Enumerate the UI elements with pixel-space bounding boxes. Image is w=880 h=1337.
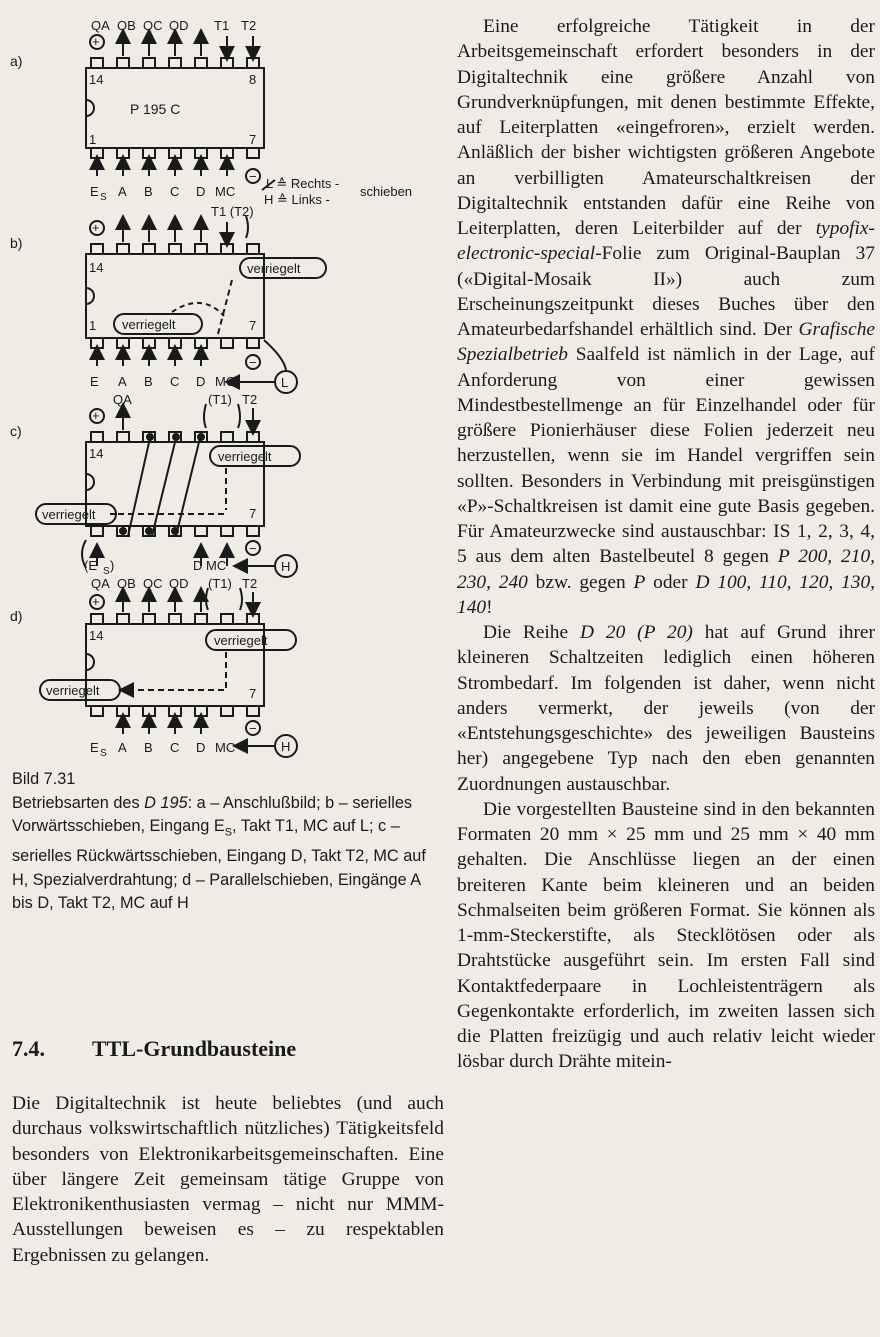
caption-sub: S [224, 826, 233, 839]
t1t2-label: T1 (T2) [211, 204, 254, 219]
plus-sign: + [92, 408, 100, 423]
pin-label: MC [215, 740, 236, 755]
text-run: -Folie zum Original-Bauplan 37 («Digital-Mosaik II») auch zum Erscheinungszeitpunkt dieses Buches über den Amateurbedarfshandel erhältlich sind. Der [457, 243, 875, 340]
pin-label: QB [117, 18, 136, 33]
minus-sign: − [249, 721, 257, 736]
pin-label: MC [215, 374, 236, 389]
text-run: Saalfeld ist nämlich in der Lage, auf Anforderung von einer gewissen Mindestbestellmenge an für Einzelhandel oder für größere Pionierhäuser diese Folien jederzeit neu herzustellen, wenn sie im Handel vergriffen sein sollten. Besonders in Verbindung mit preisgünstigen «P»-Schaltkreisen ist damit eine gute Basis gegeben. Für Amateurzwecke sind austauschbar: IS 1, 2, 3, 4, 5 aus dem alten Bastelbeutel 8 gegen [457, 344, 875, 568]
d-mc-label: D MC [193, 558, 227, 573]
verriegelt-tag: verriegelt [122, 317, 176, 332]
text-run: hat auf Grund ihrer kleineren Schaltzeiten lediglich einen höheren Strombedarf. Im folgenden ist daher, wenn nicht anders vermerkt, der jeweils (von der «Entstehungsgeschichte» des jeweiligen Bausteins her) angegebene Typ nach den eben genannten Zuordnungen austauschbar. [457, 622, 875, 795]
plus-sign: + [92, 34, 100, 49]
right-column [457, 14, 875, 1075]
verriegelt-tag: verriegelt [247, 261, 301, 276]
chip-label: P 195 C [130, 101, 181, 117]
pin-label: QD [169, 18, 189, 33]
pin-label: QC [143, 18, 163, 33]
ic-diagrams [0, 0, 450, 770]
legend-rechts: L ≙ Rechts - [266, 176, 340, 191]
pin-label: B [144, 184, 153, 199]
pin-label-sub: S [100, 192, 107, 203]
caption-text: , Takt T1, MC auf L; c – serielles Rückwärtsschieben, Eingang D, Takt T2, MC auf H, Spezialverdrahtung; d – Parallelschieben, Eingänge A bis D, Takt T2, MC auf H [12, 817, 426, 913]
text-run-italic: Grafische Spezialbetrieb [457, 319, 875, 366]
pin-label: E [90, 374, 99, 389]
qa-label: QA [113, 392, 132, 407]
legend-links: H ≙ Links - [264, 192, 330, 207]
L-circle-label: L [281, 375, 289, 390]
plus-sign: + [92, 594, 100, 609]
pin-number: 1 [89, 318, 97, 333]
pin-label: C [170, 184, 180, 199]
text-run: oder [645, 571, 696, 593]
pin-label: QC [143, 576, 163, 591]
text-run-italic: P [633, 571, 646, 593]
pin-label: QB [117, 576, 136, 591]
chip-b [86, 216, 326, 393]
text-run-italic: P 200, 210, 230, 240 [457, 546, 875, 593]
paragraph: Die Digitaltechnik ist heute beliebtes (und auch durchaus volkswirtschaftlich nützliches) Tätigkeitsfeld besonders von Elektronikarbeitsgemeinschaften. Eine über längere Zeit gemeinsam tätige Gruppe von Elektronikenthusiasten vermag – nicht nur MMM-Ausstellungen beweisen es – zu respektablen Ergebnissen zu gelangen. [12, 1093, 444, 1266]
pin-number: 14 [89, 72, 104, 87]
pin-label: E [90, 740, 99, 755]
pin-number: 8 [249, 72, 257, 87]
pin-number: 14 [89, 260, 104, 275]
minus-sign: − [249, 355, 257, 370]
pin-label: E [90, 184, 99, 199]
caption-text: : a – Anschlußbild; b – serielles Vorwärtsschieben, Eingang E [12, 793, 413, 836]
t2-label: T2 [242, 392, 258, 407]
pin-label: A [118, 374, 127, 389]
pin-label: A [118, 740, 127, 755]
figure-caption [12, 768, 444, 916]
pin-label: D [196, 740, 206, 755]
pin-label: B [144, 740, 153, 755]
text-run-italic: D 100, 110, 120, 130, 140 [457, 571, 875, 618]
t1-label: (T1) [208, 392, 232, 407]
pin-label: D [196, 374, 206, 389]
text-run-italic: D 20 (P 20) [580, 622, 693, 643]
pin-label: A [118, 184, 127, 199]
pin-label-sub: S [100, 748, 107, 759]
paragraph-3: Die vorgestellten Bausteine sind in den bekannten Formaten 20 mm × 25 mm und 25 mm × 40 mm gehalten. Die Anschlüsse liegen an der einen breiteren Kante beim kleineren und an beiden Schmalseiten beim größeren Format. Sie können als 1-mm-Steckerstifte, als Stecklötösen oder als Drahtstücke ausgeführt sein. Im ersten Fall sind Kontaktfederpaare in Lochleistenträgern als Gegenkontakte erforderlich, im zweiten lassen sich die Platten freizügig und auch relativ leicht wieder lösbar durch Drähte mitein- [457, 798, 875, 1073]
caption-title: Bild 7.31 [12, 770, 76, 788]
label-d: d) [10, 608, 23, 624]
paragraph-1 [457, 14, 875, 620]
pin-number: 7 [249, 318, 257, 333]
es-label-close: ) [110, 558, 115, 573]
legend-schieben: schieben [360, 184, 413, 199]
section-heading [12, 1036, 444, 1062]
pin-label: T2 [242, 576, 258, 591]
text-run-italic: typofix-electronic-special [457, 218, 875, 265]
plus-sign: + [92, 220, 100, 235]
text-run: bzw. gegen [527, 571, 634, 593]
pin-label: QA [91, 576, 110, 591]
pin-number: 14 [89, 446, 104, 461]
caption-text-italic: D 195 [144, 793, 188, 812]
chip-c [36, 404, 300, 577]
verriegelt-tag: verriegelt [218, 449, 272, 464]
label-a: a) [10, 53, 23, 69]
chip-d [40, 588, 297, 757]
label-c: c) [10, 423, 22, 439]
pin-label: B [144, 374, 153, 389]
minus-sign: − [249, 169, 257, 184]
pin-label: MC [215, 184, 236, 199]
caption-text: Betriebsarten des [12, 793, 145, 812]
text-run: ! [486, 596, 493, 618]
minus-sign: − [249, 541, 257, 556]
verriegelt-tag: verriegelt [214, 633, 268, 648]
chip-a [86, 35, 275, 190]
section-number: 7.4. [12, 1036, 45, 1061]
pin-label: C [170, 374, 180, 389]
pin-label: T2 [241, 18, 257, 33]
pin-label: (T1) [208, 576, 232, 591]
verriegelt-tag: verriegelt [42, 507, 96, 522]
es-label-sub: S [103, 566, 110, 577]
figure-7-31 [0, 0, 450, 770]
pin-label: D [196, 184, 206, 199]
pin-number: 7 [249, 132, 257, 147]
H-circle-label: H [281, 559, 291, 574]
pin-number: 14 [89, 628, 104, 643]
pin-label: C [170, 740, 180, 755]
es-label: (E [84, 558, 97, 573]
H-circle-label: H [281, 739, 291, 754]
text-run: Eine erfolgreiche Tätigkeit in der Arbeitsgemeinschaft erfordert besonders in der Digitaltechnik eine größere Anzahl von Grundverknüpfungen, mit denen bestimmte Effekte, auf Leiterplatten «eingefroren», erzielt werden. Anläßlich der bisher wichtigsten größeren Angebote an verbilligten Amateurschaltkreisen der Digitaltechnik entstanden dafür eine Reihe von Leiterplatten, deren Leiterbilder auf der [457, 16, 875, 239]
verriegelt-tag: verriegelt [46, 683, 100, 698]
section-title: TTL-Grundbausteine [92, 1036, 297, 1061]
pin-number: 7 [249, 686, 257, 701]
pin-number: 7 [249, 506, 257, 521]
label-b: b) [10, 235, 23, 251]
paragraph-2 [457, 620, 875, 797]
pin-number: 1 [89, 132, 97, 147]
pin-label: QD [169, 576, 189, 591]
pin-label: T1 [214, 18, 230, 33]
left-column [12, 1091, 444, 1268]
text-run: Die Reihe [483, 622, 580, 643]
pin-label: QA [91, 18, 110, 33]
